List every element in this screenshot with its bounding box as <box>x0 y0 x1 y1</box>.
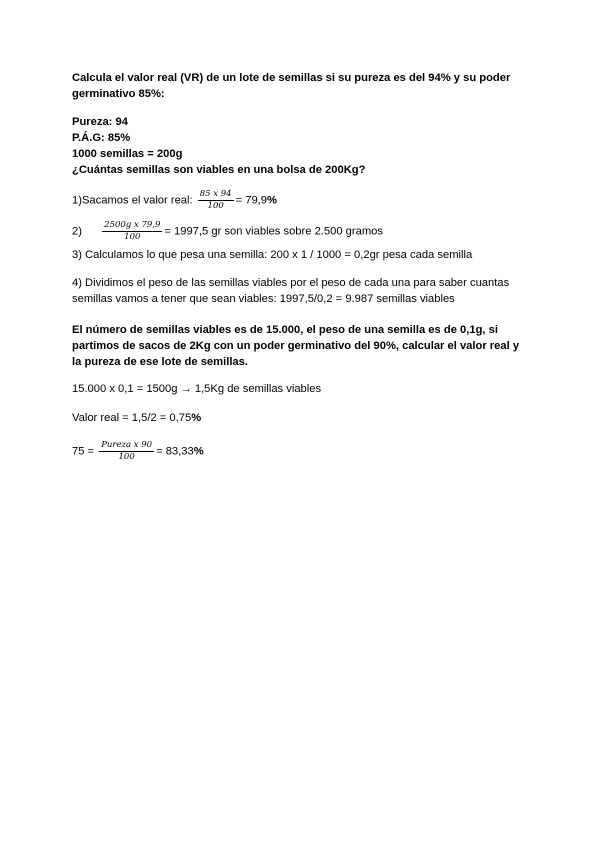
step2-prefix: 2) <box>72 225 82 238</box>
step2-numerator: 2500g x 79,9 <box>104 220 161 230</box>
line3-numerator: Pureza x 90 <box>101 440 153 450</box>
step4-line2: semillas vamos a tener que sean viables: 1997,5/0,2 = 9.987 semillas viables <box>72 293 455 305</box>
problem1-question: ¿Cuántas semillas son viables en una bolsa de 200Kg? <box>72 164 366 176</box>
problem1-statement-line2: germinativo 85%: <box>72 88 165 100</box>
step1-percent: % <box>267 194 277 207</box>
problem2-statement-line2: partimos de sacos de 2Kg con un poder germinativo del 90%, calcular el valor real y <box>72 340 520 352</box>
valor-real-percent: % <box>191 412 202 424</box>
problem1-data <box>72 114 365 178</box>
data-semillas: 1000 semillas = 200g <box>72 148 183 160</box>
problem2-line1: 15.000 x 0,1 = 1500g → 1,5Kg de semillas viables <box>72 383 322 395</box>
step2-denominator: 100 <box>124 232 141 242</box>
problem2-line2 <box>72 410 201 426</box>
step3-line: 3) Calculamos lo que pesa una semilla: 200 x 1 / 1000 = 0,2gr pesa cada semilla <box>72 249 473 261</box>
step1-fraction <box>198 189 234 212</box>
problem2-statement-line3: la pureza de ese lote de semillas. <box>72 356 248 368</box>
step4-paragraph <box>72 275 509 307</box>
problem1-statement <box>72 70 510 102</box>
valor-real-text: Valor real = 1,5/2 = 0,75 <box>72 412 192 424</box>
data-pag: P.Á.G: 85% <box>72 132 131 144</box>
data-pureza: Pureza: 94 <box>72 116 128 128</box>
step2-result: = 1997,5 gr son viables sobre 2.500 gramos <box>164 225 383 238</box>
line3-prefix: 75 = <box>72 445 95 458</box>
line3-fraction <box>99 440 154 463</box>
step1-prefix: 1)Sacamos el valor real: <box>72 194 193 207</box>
line3-result: = 83,33 <box>156 445 194 458</box>
step1-line <box>72 189 277 212</box>
step1-result: = 79,9 <box>235 194 268 207</box>
step1-denominator: 100 <box>207 201 224 211</box>
step2-line <box>72 220 383 243</box>
problem2-statement <box>72 322 519 370</box>
problem1-statement-line1: Calcula el valor real (VR) de un lote de semillas si su pureza es del 94% y su poder <box>72 72 511 84</box>
step4-line1: 4) Dividimos el peso de las semillas viables por el peso de cada una para saber cuantas <box>72 277 510 289</box>
line3-denominator: 100 <box>118 452 135 462</box>
step1-numerator: 85 x 94 <box>199 189 232 199</box>
problem2-line3 <box>72 440 204 463</box>
line3-percent: % <box>193 445 204 458</box>
problem2-statement-line1: El número de semillas viables es de 15.000, el peso de una semilla es de 0,1g, si <box>72 324 498 336</box>
step2-fraction <box>102 220 162 243</box>
